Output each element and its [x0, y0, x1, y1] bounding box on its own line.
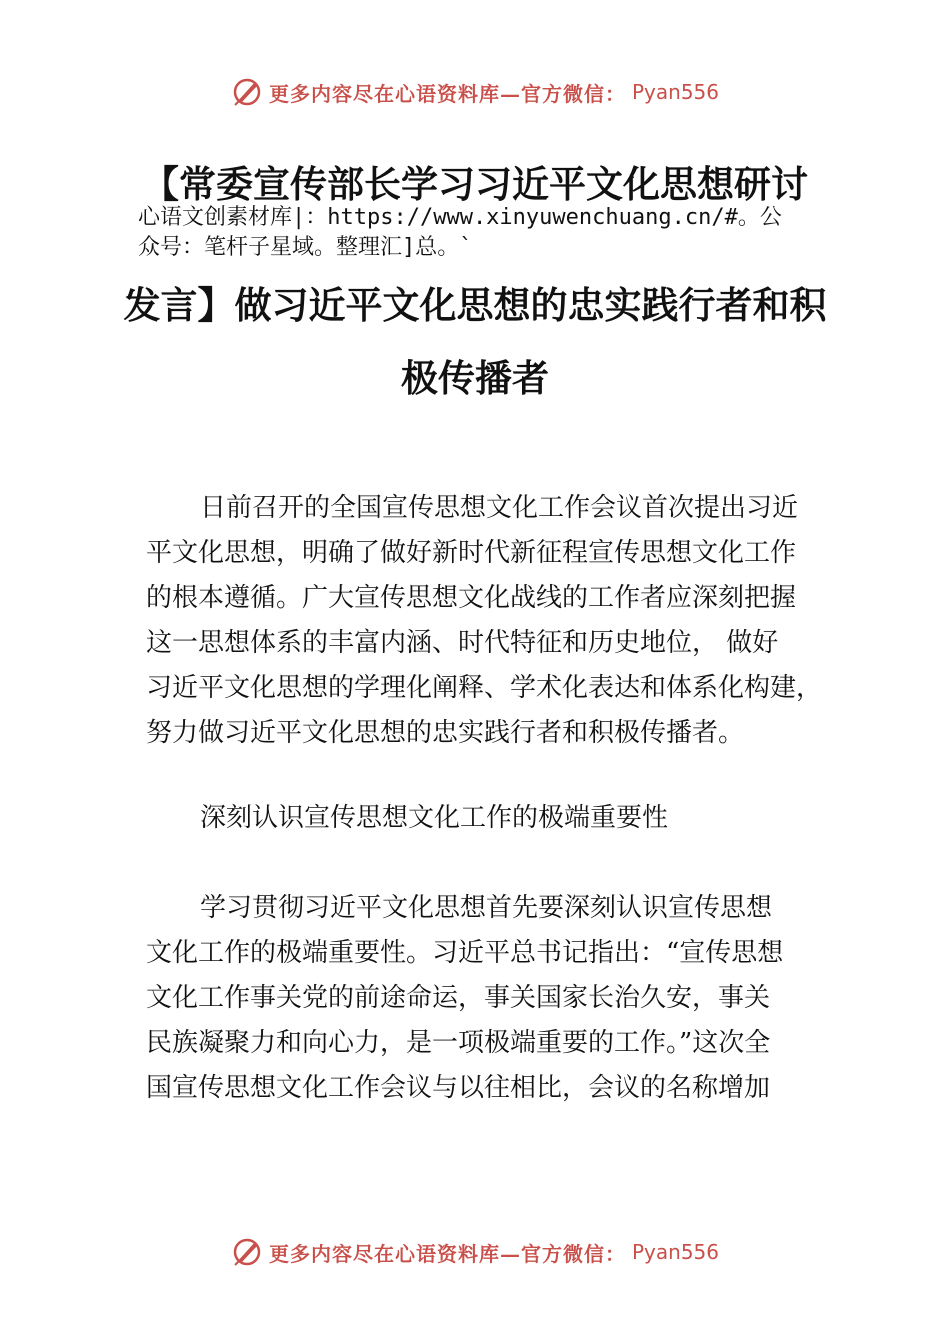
- body-paragraph-1: [146, 486, 836, 756]
- paragraph-line: 文化工作事关党的前途命运，事关国家长治久安，事关: [146, 983, 771, 1013]
- paragraph-line: 学习贯彻习近平文化思想首先要深刻认识宣传思想: [200, 893, 773, 923]
- source-note-line-2: 众号：笔杆子星域。整理汇]总。`: [138, 235, 473, 260]
- source-note-line-1: 心语文创素材库|：https://www.xinyuwenchuang.cn/#。公: [138, 205, 782, 230]
- banner-text: 更多内容尽在心语资料库—官方微信：: [268, 1241, 626, 1266]
- source-note: [138, 203, 838, 263]
- paragraph-line: 努力做习近平文化思想的忠实践行者和积极传播者。: [146, 718, 745, 748]
- banner-text: 更多内容尽在心语资料库—官方微信：: [268, 81, 626, 106]
- paragraph-line: 国宣传思想文化工作会议与以往相比，会议的名称增加: [146, 1073, 771, 1103]
- paragraph-line: 习近平文化思想的学理化阐释、学术化表达和体系化构建，: [146, 673, 823, 703]
- section-heading: [146, 796, 836, 841]
- paragraph-line: 的根本遵循。广大宣传思想文化战线的工作者应深刻把握: [146, 583, 797, 613]
- body-paragraph-2: [146, 886, 836, 1111]
- document-title-line-2: 发言】做习近平文化思想的忠实践行者和积: [123, 284, 827, 327]
- document-title-line-3: 极传播者: [401, 357, 549, 400]
- section-heading-text: 深刻认识宣传思想文化工作的极端重要性: [200, 803, 669, 833]
- quill-logo-icon: [231, 1236, 263, 1268]
- paragraph-line: 平文化思想，明确了做好新时代新征程宣传思想文化工作: [146, 538, 797, 568]
- paragraph-line: 民族凝聚力和向心力，是一项极端重要的工作。”这次全: [146, 1028, 771, 1058]
- document-title-line-1: 【常委宣传部长学习习近平文化思想研讨: [142, 163, 808, 206]
- banner-wechat-id: Pyan556: [631, 80, 719, 104]
- paragraph-line: 文化工作的极端重要性。习近平总书记指出：“宣传思想: [146, 938, 784, 968]
- footer-banner: [0, 1232, 950, 1272]
- banner-wechat-id: Pyan556: [631, 1240, 719, 1264]
- quill-logo-icon: [231, 76, 263, 108]
- paragraph-line: 日前召开的全国宣传思想文化工作会议首次提出习近: [200, 493, 799, 523]
- paragraph-line: 这一思想体系的丰富内涵、时代特征和历史地位， 做好: [146, 628, 779, 658]
- header-banner: [0, 72, 950, 112]
